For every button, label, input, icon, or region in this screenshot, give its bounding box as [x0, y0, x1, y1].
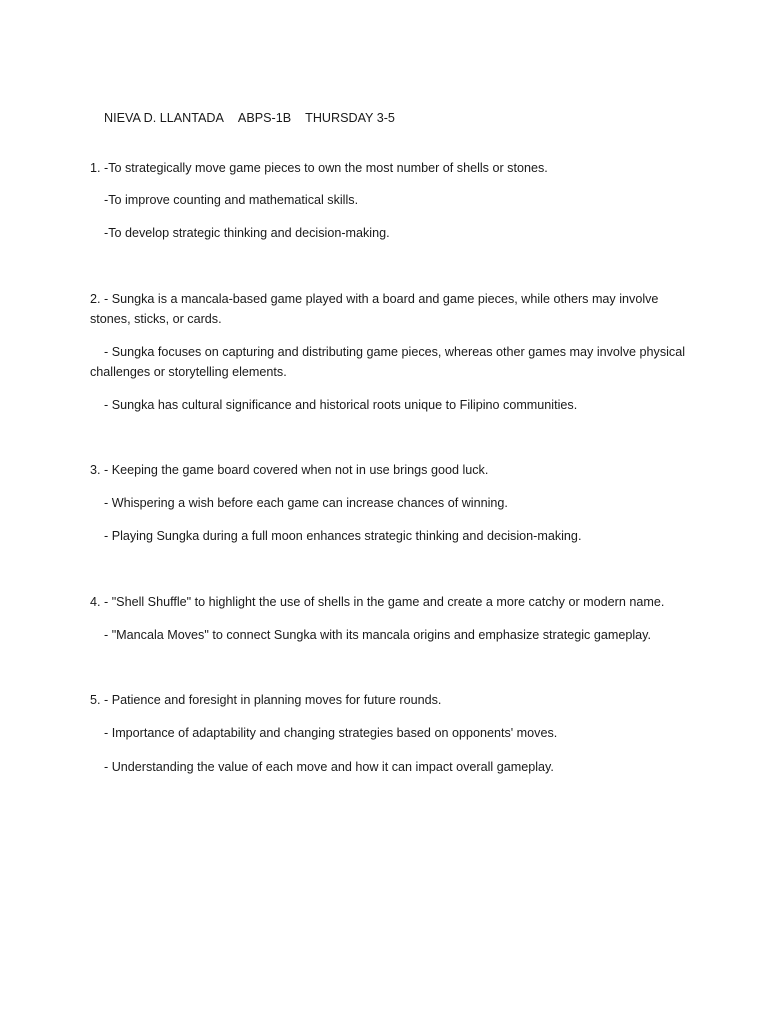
answer-5-line-1: 5. - Patience and foresight in planning moves for future rounds. — [90, 693, 442, 707]
answer-3-line-3: - Playing Sungka during a full moon enhances strategic thinking and decision-making. — [90, 529, 582, 543]
document-header — [90, 94, 409, 142]
class-schedule: THURSDAY 3-5 — [305, 111, 395, 125]
answer-5-line-3: - Understanding the value of each move and how it can impact overall gameplay. — [90, 760, 554, 774]
answer-2-line-1: 2. - Sungka is a mancala-based game played with a board and game pieces, while others may involve stones, sticks, or cards. — [90, 292, 662, 326]
answer-4-line-1: 4. - "Shell Shuffle" to highlight the use of shells in the game and create a more catchy or modern name. — [90, 595, 665, 609]
answer-1-line-1: 1. -To strategically move game pieces to own the most number of shells or stones. — [90, 161, 548, 175]
answer-4-line-2: - "Mancala Moves" to connect Sungka with its mancala origins and emphasize strategic gameplay. — [90, 628, 652, 642]
answer-1-line-2: -To improve counting and mathematical skills. — [90, 193, 359, 207]
answer-3-line-1: 3. - Keeping the game board covered when not in use brings good luck. — [90, 463, 489, 477]
answer-3-line-2: - Whispering a wish before each game can increase chances of winning. — [90, 496, 508, 510]
class-section: ABPS-1B — [237, 111, 292, 125]
answer-1-line-3: -To develop strategic thinking and decision-making. — [90, 226, 390, 240]
student-name: NIEVA D. LLANTADA — [104, 111, 224, 125]
answer-2-line-2: - Sungka focuses on capturing and distributing game pieces, whereas other games may involve physical challenges or storytelling elements. — [90, 345, 689, 379]
answer-2-line-3: - Sungka has cultural significance and historical roots unique to Filipino communities. — [90, 398, 578, 412]
answer-5-line-2: - Importance of adaptability and changing strategies based on opponents' moves. — [90, 726, 558, 740]
